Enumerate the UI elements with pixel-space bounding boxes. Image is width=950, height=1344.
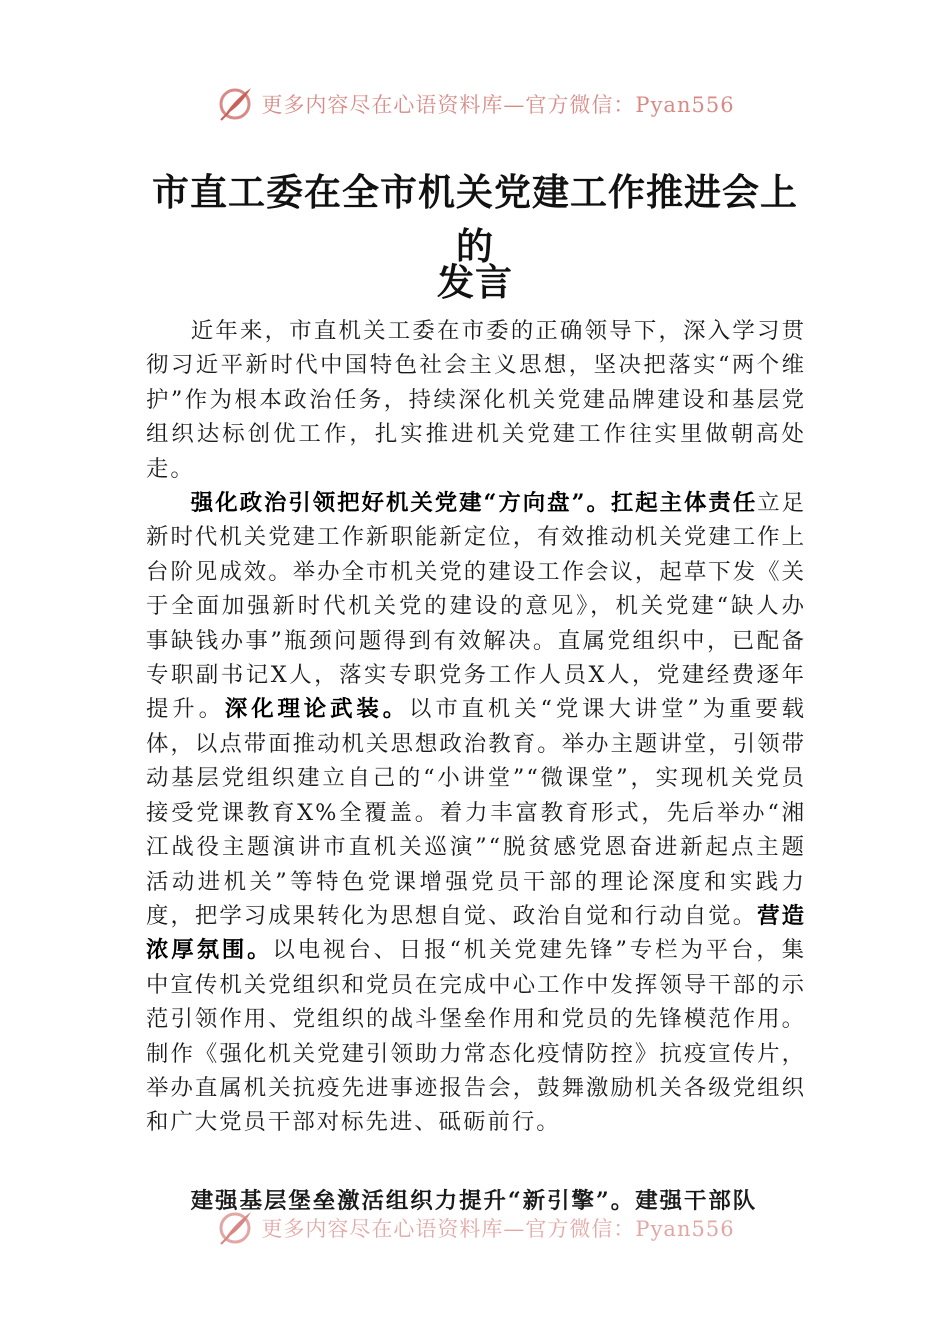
document-title-line2: 发言 xyxy=(437,260,513,304)
watermark-header xyxy=(0,84,950,124)
section2-sub1-title: 建强干部队 xyxy=(635,1188,758,1214)
section2-heading: 建强基层堡垒激活组织力提升“新引擎”。 xyxy=(190,1188,636,1214)
document-body xyxy=(146,314,806,1140)
section1-sub2-text: 以市直机关“党课大讲堂”为重要载体，以点带面推动机关思想政治教育。举办主题讲堂，引领带动基层党组织建立自己的“小讲堂”“微课堂”，实现机关党员接受党课教育X%全覆盖。着力丰富教育形式，先后举办“湘江战役主题演讲市直机关巡演”“脱贫感党恩奋进新起点主题活动进机关”等特色党课增强党员干部的理论深度和实践力度，把学习成果转化为思想自觉、政治自觉和行动自觉。 xyxy=(146,696,807,929)
section1-sub2-title: 深化理论武装。 xyxy=(224,696,410,723)
intro-paragraph: 近年来，市直机关工委在市委的正确领导下，深入学习贯彻习近平新时代中国特色社会主义思想，坚决把落实“两个维护”作为根本政治任务，持续深化机关党建品牌建设和基层党组织达标创优工作，扎实推进机关党建工作往实里做朝高处走。 xyxy=(146,318,806,482)
section1-sub1-title: 扛起主体责任 xyxy=(610,490,758,517)
section1-heading: 强化政治引领把好机关党建“方向盘”。 xyxy=(190,490,611,517)
watermark-text: 更多内容尽在心语资料库—官方微信：Pyan556 xyxy=(261,1217,735,1241)
section1-sub3-text: 以电视台、日报“机关党建先锋”专栏为平台，集中宣传机关党组织和党员在完成中心工作中发挥领导干部的示范引领作用、党组织的战斗堡垒作用和党员的先锋模范作用。制作《强化机关党建引领助力常态化疫情防控》抗疫宣传片，举办直属机关抗疫先进事迹报告会，鼓舞激励机关各级党组织和广大党员干部对标先进、砥砺前行。 xyxy=(146,937,807,1136)
section1-sub3-title: 营造浓厚氛围。 xyxy=(146,902,807,964)
section1-sub1-text: 立足新时代机关党建工作新职能新定位，有效推动机关党建工作上台阶见成效。举办全市机关党的建设工作会议，起草下发《关于全面加强新时代机关党的建设的意见》，机关党建“缺人办事缺钱办事”瓶颈问题得到有效解决。直属党组织中，已配备专职副书记X人，落实专职党务工作人员X人，党建经费逐年提升。 xyxy=(146,490,807,723)
section1-paragraph xyxy=(146,486,806,1140)
feather-circle-logo-icon xyxy=(215,84,255,124)
feather-circle-logo-icon xyxy=(215,1208,255,1248)
watermark-text: 更多内容尽在心语资料库—官方微信：Pyan556 xyxy=(261,93,735,117)
document-title-line1: 市直工委在全市机关党建工作推进会上的 xyxy=(152,170,798,268)
watermark-footer xyxy=(0,1208,950,1248)
